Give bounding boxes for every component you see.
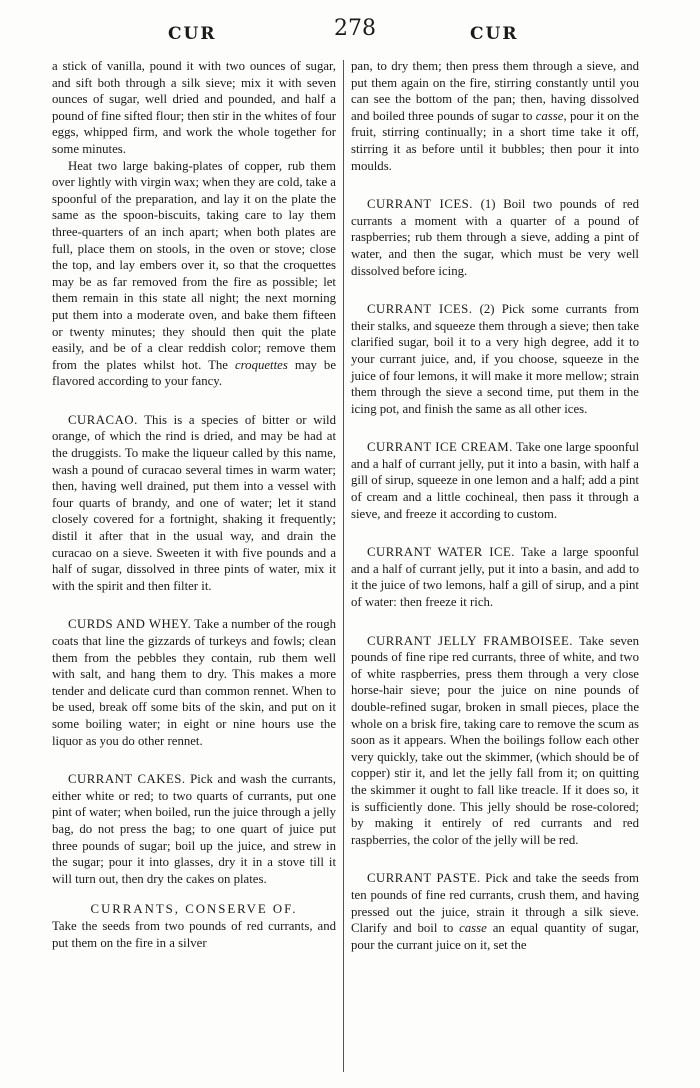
vanilla-croquettes-baking: Heat two large baking-plates of copper, rub them over lightly with virgin wax; when they are cold, take a spoonful of the preparation, and lay it on the plate the same as the spoon-biscuits, taking care to lay them three-quarters of an inch apart; when both plates are full, place them on stools, in the oven or stove; close the top, and lay embers over it, so that the croquettes may be as far removed from the fire as possible; let them remain in this state all night; the next morning put them into a moderate oven, and bake them fifteen or twenty minutes; they should then quit the plate easily, and be of a clear reddish color; remove them from the plates whilst hot. The croquettes may be flavored according to your fancy. <box>52 158 336 389</box>
right-column <box>351 58 639 1084</box>
entry-currant-jelly-framboisee: CURRANT JELLY FRAMBOISEE. Take seven pounds of fine ripe red currants, three of white, and two of white raspberries, press them through a very close horse-hair sieve; pour the juice on nine pounds of double-refined sugar, broken in small pieces, place the whole on a brisk fire, taking care to remove the scum as soon as it appears. When the boilings follow each other very quickly, take out the skimmer, (which should be of copper) stir it, and let the jelly fall from it; on quitting the skimmer it ought to fall like treacle. If it does so, it is sufficiently done. This jelly should be rose-colored; by making it entirely of red currants and red raspberries, the color of the jelly will be red. <box>351 633 639 847</box>
running-head-right: CUR <box>470 24 519 44</box>
entry-title: CURRANT CAKES. <box>68 772 186 787</box>
entry-curds-and-whey: CURDS AND WHEY. Take a number of the rough coats that line the gizzards of turkeys and fowls; clean them from the pebbles they contain, rub them well with salt, and hang them to dry. This makes a more tender and delicate curd than common rennet. When to be used, break off some bits of the skin, and put on it some boiling water; in eight or nine hours use the liquor as you do other rennet. <box>52 617 336 748</box>
entry-currant-water-ice: CURRANT WATER ICE. Take a large spoonful and a half of currant jelly, put it into a basin, and add to it the juice of two lemons, half a gill of sirup, and a pint of water: then freeze it rich. <box>351 545 639 610</box>
left-column <box>52 58 336 1084</box>
entry-currant-ices-1: CURRANT ICES. (1) Boil two pounds of red currants a moment with a quarter of a pound of raspberries; rub them through a sieve, adding a pint of water, and then the sugar, which must be very well dissolved before icing. <box>351 197 639 278</box>
entry-title: CURACAO. <box>68 412 138 427</box>
entry-title: CURDS AND WHEY. <box>68 617 192 632</box>
entry-currant-ice-cream: CURRANT ICE CREAM. Take one large spoonful and a half of currant jelly, put it into a basin, with half a gill of sirup, squeeze in one lemon and a half; add a pint of cream and a little cochineal, then pass it through a sieve, and freeze it according to custom. <box>351 440 640 521</box>
entry-currants-conserve-text: Take the seeds from two pounds of red currants, and put them on the fire in a silver <box>52 918 336 950</box>
page-header <box>0 14 700 54</box>
entry-title: CURRANT ICES. <box>367 302 473 317</box>
conserve-continuation: pan, to dry them; then press them through a sieve, and put them again on the fire, stirring constantly until you can see the bottom of the pan; then, having dissolved and boiled three pounds of sugar to casse, pour it on the fruit, stirring continually; in a short time take it off, stirring it as before until it bubbles; then pour it into moulds. <box>351 59 639 173</box>
page-number: 278 <box>334 16 376 41</box>
entry-currant-ices-2: CURRANT ICES. (2) Pick some currants from their stalks, and squeeze them through a sieve; then take clarified sugar, boil it to a very high degree, add it to your currant juice, and, if you choose, squeeze in the juice of four lemons, it will make it more mellow; strain them through the sieve a second time, put them in the icing pot, and finish the same as all other ices. <box>351 302 639 416</box>
entry-currant-cakes: CURRANT CAKES. Pick and wash the currants, either white or red; to two quarts of currants, put one pint of water; when boiled, run the juice through a jelly bag, do not press the bag; to one quart of juice put three pounds of sugar; boil up the juice, and strew in the sugar; pour it into glasses, dry it in a stove till it will turn out, then dry the cakes on plates. <box>52 772 336 886</box>
entry-title: CURRANT ICE CREAM. <box>367 440 513 455</box>
entry-currants-conserve-title <box>52 901 336 918</box>
entry-title: CURRANT ICES. <box>367 197 473 212</box>
entry-title: CURRANTS, CONSERVE OF. <box>90 902 298 917</box>
entry-title: CURRANT JELLY FRAMBOISEE. <box>367 633 573 648</box>
entry-currant-paste: CURRANT PASTE. Pick and take the seeds from ten pounds of fine red currants, crush them, and having pressed out the juice, strain it through a silk sieve. Clarify and boil to casse an equal quantity of sugar, pour the currant juice on it, set the <box>351 871 640 952</box>
entry-title: CURRANT PASTE. <box>367 871 481 886</box>
vanilla-croquettes-continuation: a stick of vanilla, pound it with two ounces of sugar, and sift both through a silk sieve; mix it with seven ounces of sugar, well dried and pounded, and half a pound of fine sifted flour; then stir in the whites of four eggs, whipped firm, and work the whole together for some minutes. <box>52 59 336 156</box>
running-head-left: CUR <box>168 24 217 44</box>
entry-title: CURRANT WATER ICE. <box>367 545 516 560</box>
entry-curacao: CURACAO. This is a species of bitter or wild orange, of which the rind is dried, and may be had at the druggists. To make the liqueur called by this name, wash a pound of curacao several times in warm water; then, having well drained, put them into a vessel with four quarts of brandy, and one of water; let it stand closely covered for a fortnight, shaking it frequently; distil it after that in the usual way, and drain the curacao on a sieve. Sweeten it with five pounds and a half of sugar, dissolved in three pints of water, mix it with the spirit and then filter it. <box>52 412 336 593</box>
column-divider <box>343 60 344 1072</box>
